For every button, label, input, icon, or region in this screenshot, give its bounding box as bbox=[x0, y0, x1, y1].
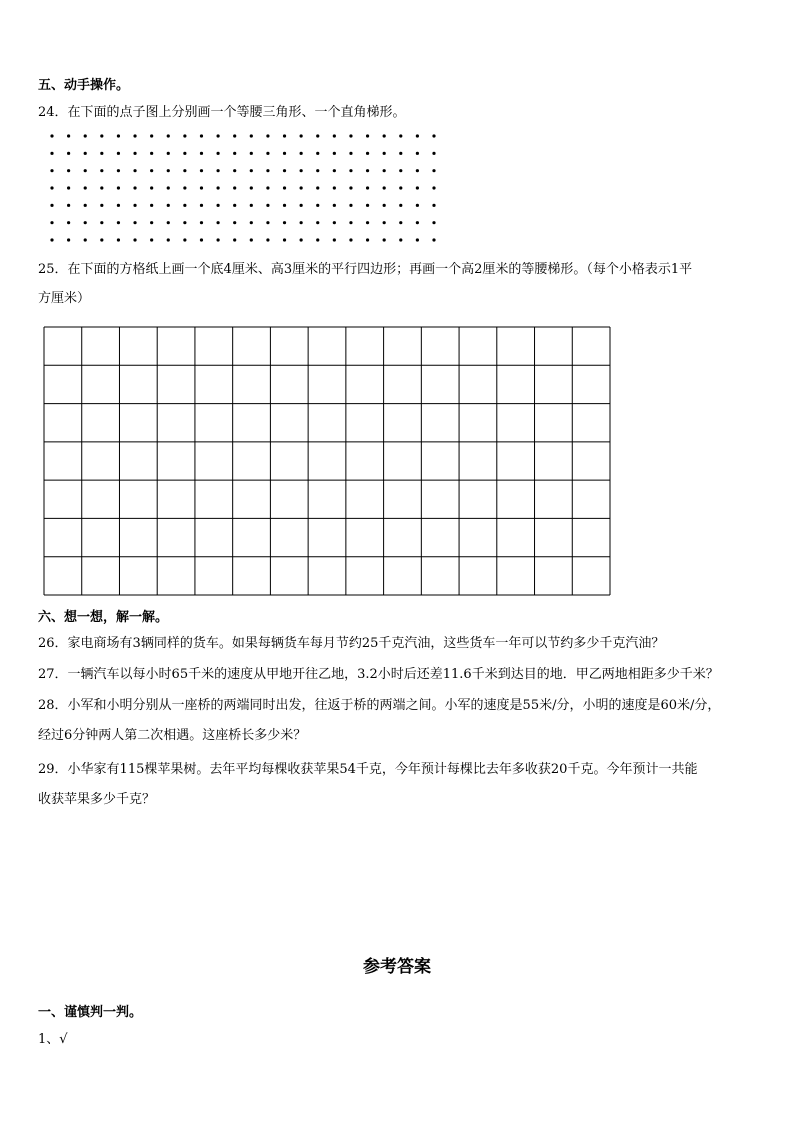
grid-dot bbox=[67, 221, 70, 224]
grid-dot bbox=[100, 238, 103, 241]
grid-dot bbox=[50, 221, 53, 224]
grid-dot bbox=[416, 186, 419, 189]
grid-dot bbox=[117, 152, 120, 155]
grid-dot bbox=[183, 134, 186, 137]
grid-dot bbox=[50, 186, 53, 189]
grid-dot bbox=[432, 169, 435, 172]
grid-dot bbox=[200, 134, 203, 137]
grid-dot bbox=[366, 169, 369, 172]
grid-dot bbox=[283, 134, 286, 137]
grid-dot bbox=[67, 152, 70, 155]
grid-dot bbox=[100, 204, 103, 207]
grid-dot bbox=[383, 238, 386, 241]
question-25-line-2: 方厘米） bbox=[38, 291, 91, 306]
grid-dot bbox=[150, 169, 153, 172]
grid-dot bbox=[432, 152, 435, 155]
grid-dot bbox=[84, 152, 87, 155]
grid-dot bbox=[316, 238, 319, 241]
grid-dot bbox=[133, 186, 136, 189]
grid-dot bbox=[183, 169, 186, 172]
grid-dot bbox=[300, 152, 303, 155]
grid-dot bbox=[366, 134, 369, 137]
grid-dot bbox=[416, 169, 419, 172]
grid-dot bbox=[333, 221, 336, 224]
grid-dot bbox=[67, 134, 70, 137]
grid-dot bbox=[150, 221, 153, 224]
grid-dot bbox=[150, 134, 153, 137]
grid-dot bbox=[167, 221, 170, 224]
grid-dot bbox=[399, 204, 402, 207]
grid-dot bbox=[333, 169, 336, 172]
grid-dot bbox=[383, 221, 386, 224]
grid-dot bbox=[200, 152, 203, 155]
grid-dot bbox=[399, 238, 402, 241]
grid-dot bbox=[266, 134, 269, 137]
grid-dot bbox=[216, 238, 219, 241]
grid-dot bbox=[200, 186, 203, 189]
grid-dot bbox=[233, 169, 236, 172]
answer-section-1-heading: 一、谨慎判一判。 bbox=[38, 1005, 143, 1020]
grid-dot bbox=[167, 169, 170, 172]
grid-dot bbox=[133, 169, 136, 172]
grid-dot bbox=[117, 186, 120, 189]
grid-dot bbox=[333, 204, 336, 207]
grid-dot bbox=[84, 134, 87, 137]
grid-dot bbox=[117, 204, 120, 207]
grid-dot bbox=[150, 204, 153, 207]
grid-dot bbox=[200, 238, 203, 241]
grid-dot bbox=[300, 204, 303, 207]
grid-dot bbox=[100, 152, 103, 155]
grid-dot bbox=[300, 186, 303, 189]
grid-dot bbox=[432, 238, 435, 241]
grid-dot bbox=[167, 204, 170, 207]
grid-dot bbox=[133, 221, 136, 224]
grid-dot bbox=[216, 221, 219, 224]
grid-dot bbox=[416, 238, 419, 241]
answer-1: 1、√ bbox=[38, 1032, 68, 1047]
grid-dot bbox=[349, 134, 352, 137]
grid-dot bbox=[250, 134, 253, 137]
dot-grid bbox=[48, 132, 438, 244]
grid-dot bbox=[216, 134, 219, 137]
grid-dot bbox=[67, 238, 70, 241]
grid-dot bbox=[399, 169, 402, 172]
grid-dot bbox=[117, 169, 120, 172]
grid-dot bbox=[250, 221, 253, 224]
grid-dot bbox=[133, 204, 136, 207]
grid-dot bbox=[416, 152, 419, 155]
grid-dot bbox=[383, 152, 386, 155]
grid-dot bbox=[300, 238, 303, 241]
grid-dot bbox=[366, 221, 369, 224]
grid-dot bbox=[200, 169, 203, 172]
grid-dot bbox=[333, 134, 336, 137]
grid-dot bbox=[150, 186, 153, 189]
grid-dot bbox=[67, 169, 70, 172]
grid-dot bbox=[283, 169, 286, 172]
grid-dot bbox=[333, 152, 336, 155]
grid-dot bbox=[366, 186, 369, 189]
grid-dot bbox=[183, 186, 186, 189]
grid-dot bbox=[266, 238, 269, 241]
grid-dot bbox=[183, 221, 186, 224]
answer-key-title: 参考答案 bbox=[363, 957, 431, 977]
grid-dot bbox=[349, 204, 352, 207]
grid-dot bbox=[316, 169, 319, 172]
grid-dot bbox=[432, 221, 435, 224]
grid-dot bbox=[100, 221, 103, 224]
question-27: 27．一辆汽车以每小时65千米的速度从甲地开往乙地，3.2小时后还差11.6千米到达目的地．甲乙两地相距多少千米？ bbox=[38, 667, 719, 682]
grid-dot bbox=[150, 238, 153, 241]
grid-dot bbox=[432, 134, 435, 137]
grid-dot bbox=[233, 221, 236, 224]
grid-dot bbox=[266, 204, 269, 207]
grid-dot bbox=[383, 134, 386, 137]
grid-dot bbox=[283, 221, 286, 224]
grid-dot bbox=[233, 186, 236, 189]
grid-dot bbox=[50, 134, 53, 137]
grid-dot bbox=[349, 169, 352, 172]
grid-dot bbox=[349, 152, 352, 155]
grid-dot bbox=[84, 221, 87, 224]
grid-dot bbox=[133, 238, 136, 241]
grid-dot bbox=[84, 204, 87, 207]
grid-dot bbox=[167, 134, 170, 137]
grid-dot bbox=[250, 204, 253, 207]
grid-dot bbox=[84, 238, 87, 241]
grid-dot bbox=[200, 204, 203, 207]
grid-dot bbox=[117, 134, 120, 137]
grid-dot bbox=[233, 134, 236, 137]
grid-dot bbox=[366, 204, 369, 207]
grid-dot bbox=[316, 221, 319, 224]
grid-dot bbox=[216, 152, 219, 155]
grid-dot bbox=[399, 152, 402, 155]
grid-dot bbox=[349, 221, 352, 224]
grid-dot bbox=[84, 186, 87, 189]
grid-dot bbox=[167, 186, 170, 189]
grid-dot bbox=[183, 204, 186, 207]
grid-dot bbox=[333, 186, 336, 189]
grid-dot bbox=[316, 134, 319, 137]
grid-dot bbox=[316, 186, 319, 189]
grid-dot bbox=[100, 186, 103, 189]
grid-dot bbox=[399, 186, 402, 189]
grid-dot bbox=[133, 152, 136, 155]
grid-dot bbox=[183, 152, 186, 155]
grid-dot bbox=[67, 186, 70, 189]
grid-dot bbox=[167, 238, 170, 241]
grid-dot bbox=[183, 238, 186, 241]
grid-dot bbox=[67, 204, 70, 207]
grid-dot bbox=[117, 221, 120, 224]
grid-dot bbox=[416, 204, 419, 207]
grid-dot bbox=[50, 169, 53, 172]
grid-dot bbox=[233, 204, 236, 207]
grid-dot bbox=[216, 186, 219, 189]
grid-dot bbox=[50, 204, 53, 207]
grid-dot bbox=[216, 169, 219, 172]
grid-dot bbox=[233, 238, 236, 241]
grid-dot bbox=[250, 152, 253, 155]
grid-dot bbox=[167, 152, 170, 155]
section-6-heading: 六、想一想，解一解。 bbox=[38, 610, 169, 625]
grid-dot bbox=[300, 221, 303, 224]
grid-dot bbox=[383, 204, 386, 207]
grid-dot bbox=[150, 152, 153, 155]
grid-dot bbox=[216, 204, 219, 207]
grid-dot bbox=[250, 238, 253, 241]
square-grid bbox=[43, 326, 611, 596]
grid-dot bbox=[316, 204, 319, 207]
grid-dot bbox=[399, 221, 402, 224]
grid-dot bbox=[266, 169, 269, 172]
grid-dot bbox=[300, 134, 303, 137]
grid-dot bbox=[250, 186, 253, 189]
grid-dot bbox=[133, 134, 136, 137]
grid-dot bbox=[416, 221, 419, 224]
grid-dot bbox=[366, 152, 369, 155]
grid-dot bbox=[233, 152, 236, 155]
grid-dot bbox=[100, 134, 103, 137]
grid-dot bbox=[333, 238, 336, 241]
grid-dot bbox=[84, 169, 87, 172]
grid-dot bbox=[399, 134, 402, 137]
section-5-heading: 五、动手操作。 bbox=[38, 78, 130, 93]
grid-dot bbox=[383, 169, 386, 172]
grid-dot bbox=[349, 238, 352, 241]
question-26: 26．家电商场有3辆同样的货车。如果每辆货车每月节约25千克汽油，这些货车一年可以节约多少千克汽油？ bbox=[38, 636, 665, 651]
grid-dot bbox=[117, 238, 120, 241]
grid-dot bbox=[250, 169, 253, 172]
grid-dot bbox=[266, 152, 269, 155]
grid-dot bbox=[416, 134, 419, 137]
question-28-line-2: 经过6分钟两人第二次相遇。这座桥长多少米？ bbox=[38, 728, 307, 743]
question-29-line-1: 29．小华家有115棵苹果树。去年平均每棵收获苹果54千克，今年预计每棵比去年多收获20千克。今年预计一共能 bbox=[38, 762, 698, 777]
grid-dot bbox=[50, 238, 53, 241]
grid-dot bbox=[100, 169, 103, 172]
question-29-line-2: 收获苹果多少千克？ bbox=[38, 792, 156, 807]
grid-dot bbox=[200, 221, 203, 224]
question-25-line-1: 25．在下面的方格纸上画一个底4厘米、高3厘米的平行四边形；再画一个高2厘米的等腰梯形。（每个小格表示1平 bbox=[38, 262, 693, 277]
grid-dot bbox=[50, 152, 53, 155]
grid-dot bbox=[283, 186, 286, 189]
grid-dot bbox=[349, 186, 352, 189]
grid-dot bbox=[432, 204, 435, 207]
grid-dot bbox=[266, 186, 269, 189]
grid-dot bbox=[283, 152, 286, 155]
grid-dot bbox=[432, 186, 435, 189]
grid-dot bbox=[383, 186, 386, 189]
grid-dot bbox=[316, 152, 319, 155]
grid-dot bbox=[283, 204, 286, 207]
grid-dot bbox=[300, 169, 303, 172]
question-24: 24．在下面的点子图上分别画一个等腰三角形、一个直角梯形。 bbox=[38, 105, 406, 120]
question-28-line-1: 28．小军和小明分别从一座桥的两端同时出发，往返于桥的两端之间。小军的速度是55米/分，小明的速度是60米/分， bbox=[38, 698, 721, 713]
grid-dot bbox=[283, 238, 286, 241]
grid-dot bbox=[366, 238, 369, 241]
grid-dot bbox=[266, 221, 269, 224]
